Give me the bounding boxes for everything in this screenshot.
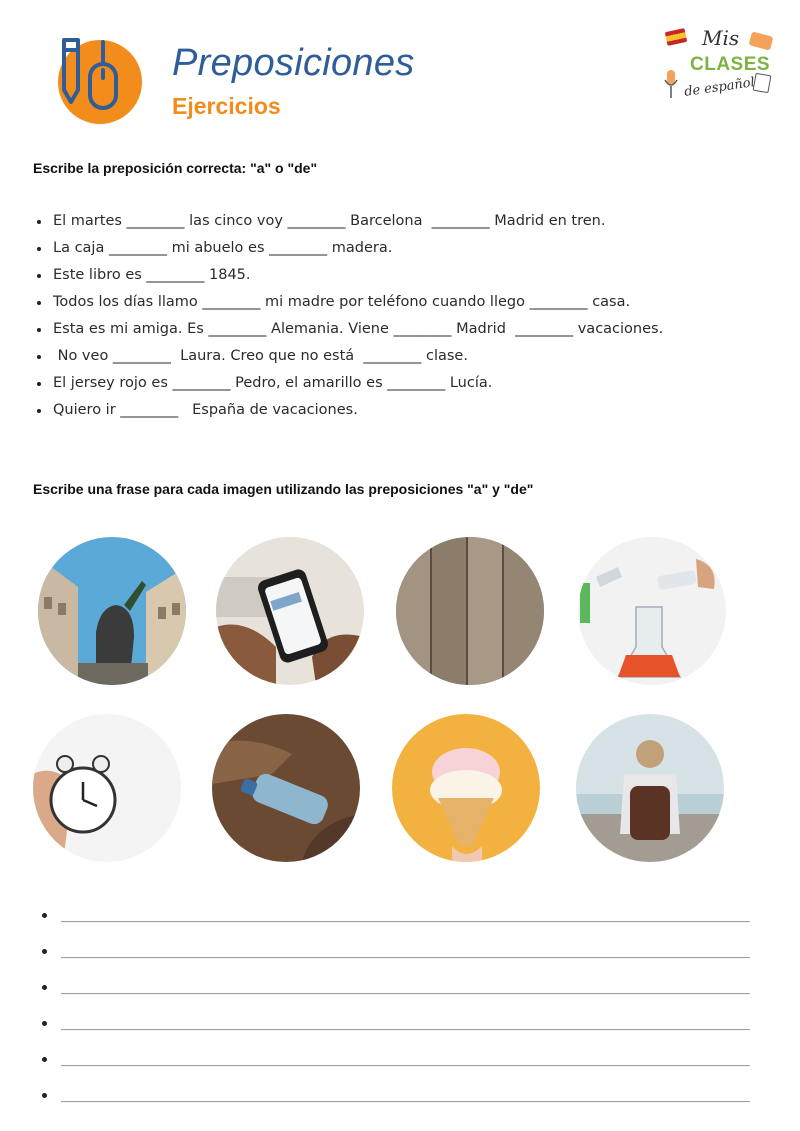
- pencil-mouse-logo-icon: [50, 34, 150, 124]
- brand-text-mis: Mis: [702, 26, 740, 50]
- photo-madrid-bear-statue: [38, 537, 186, 685]
- photo-ice-cream-cone: [392, 714, 540, 862]
- exercise-item: Todos los días llamo ________ mi madre por teléfono cuando llego ________ casa.: [33, 289, 773, 316]
- microphone-icon: [664, 68, 678, 100]
- photo-alarm-clock: [33, 714, 181, 862]
- photo-traveler-backpack: [576, 714, 724, 862]
- brand-logo: [658, 24, 778, 114]
- fill-in-list: [33, 208, 773, 424]
- answer-line[interactable]: ________________________________________________________________________________________: [33, 1006, 753, 1042]
- exercise-item: No veo ________ Laura. Creo que no está ________ clase.: [33, 343, 773, 370]
- page-subtitle: Ejercicios: [172, 93, 281, 119]
- ticket-icon: [749, 31, 774, 50]
- answer-line[interactable]: ________________________________________________________________________________________: [33, 970, 753, 1006]
- exercise-item: Este libro es ________ 1845.: [33, 262, 773, 289]
- spain-flag-icon: [665, 28, 687, 46]
- exercise-item: La caja ________ mi abuelo es ________ madera.: [33, 235, 773, 262]
- answer-line[interactable]: ________________________________________________________________________________________: [33, 898, 753, 934]
- brand-text-clases: CLASES: [690, 54, 771, 75]
- photo-wood-planks: [396, 537, 544, 685]
- exercise-item: El martes ________ las cinco voy ________ Barcelona ________ Madrid en tren.: [33, 208, 773, 235]
- answer-line[interactable]: ________________________________________________________________________________________: [33, 1042, 753, 1078]
- exercise-item: El jersey rojo es ________ Pedro, el amarillo es ________ Lucía.: [33, 370, 773, 397]
- answer-line[interactable]: ________________________________________________________________________________________: [33, 1078, 753, 1114]
- photo-smartphone-in-hands: [216, 537, 364, 685]
- exercise-item: Quiero ir ________ España de vacaciones.: [33, 397, 773, 424]
- section-1-heading: Escribe la preposición correcta: "a" o "de": [33, 160, 318, 176]
- photo-plastic-bottle: [212, 714, 360, 862]
- page-title: Preposiciones: [172, 42, 415, 84]
- section-2-heading: Escribe una frase para cada imagen utilizando las preposiciones "a" y "de": [33, 481, 534, 497]
- answer-lines: [33, 898, 753, 1114]
- answer-line[interactable]: ________________________________________________________________________________________: [33, 934, 753, 970]
- exercise-item: Esta es mi amiga. Es ________ Alemania. Viene ________ Madrid ________ vacaciones.: [33, 316, 773, 343]
- photo-lab-beaker: [578, 537, 726, 685]
- brand-text-espanol: de español: [683, 75, 756, 100]
